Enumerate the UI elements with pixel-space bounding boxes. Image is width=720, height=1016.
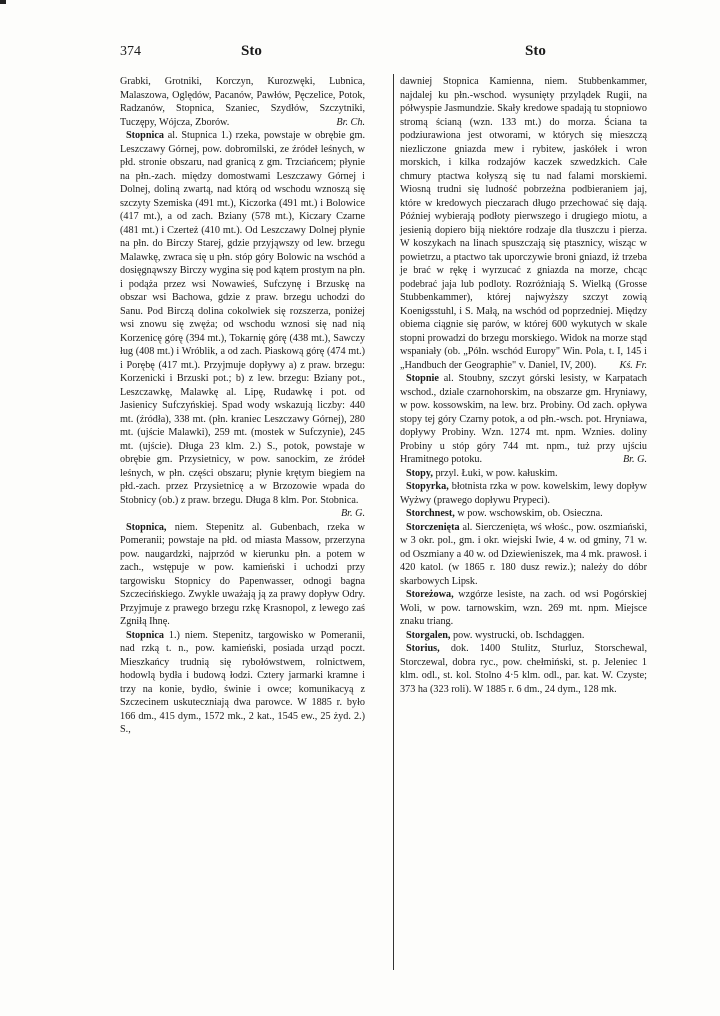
entry-text: niem. Stepenitz al. Gubenbach, rzeka w Pomeranii; powstaje na płd. od miasta Massow, przerzyna pow. naugardzki, najprzód w kierunku płn. a potem w zach., wstępuje w pow. kamieński i uchodzi przy targowisku Stopnicy do Papenwasser, odnogi bagna Szczecińskiego. Zwykle uważają ją za prawy dopływ Odry. Przyjmuje z prawego brzegu rzkę Krasnopol, z lewego zaś Zgniłą Ihnę. [120,521,366,627]
entry-headword: Storeżowa, [406,589,454,600]
author-signature: Br. G. [622,454,647,465]
right-column [400,75,647,696]
entry-text: wzgórze lesiste, na zach. od wsi Pogórskiej Woli, w pow. tarnowskim, wzn. 269 mt. npm. Miejsce znaku triang. [400,589,647,627]
dictionary-entry [120,129,365,521]
author-signature: Br. Ch. [336,116,365,128]
dictionary-entry [400,629,647,643]
entry-headword: Stopnica [126,130,164,141]
entry-headword: Stopnie [406,373,439,384]
entry-headword: Stopnica, [126,521,167,533]
dictionary-entry [400,642,647,696]
dictionary-entry [400,507,647,521]
entry-text: dok. 1400 Stulitz, Sturluz, Storschewal, Storczewal, dobra ryc., pow. chełmiński, st. p. Jeleniec 1 klm. odl., st. kol. Stolno 4·5 klm. odl., par. kat. W. Czyste; 373 ha (323 roli). W 1885 r. 6 dm., 24 dym., 128 mk. [400,643,648,695]
entry-headword: Storius, [406,643,440,654]
entry-text: al. Stoubny, szczyt górski lesisty, w Karpatach wschod., dziale czarnohorskim, na obszarze gm. Hryniawy, w pow. kossowskim, na lew. brz. Probiny. Od zach. opływa stopy tej góry Czarny potok, a od płn.-wsch. pot. Hryniawa, dopływy Probiny. Wzn. 1274 mt. npm. Wznies. doliny Probiny u stóp góry 744 mt. npm., tuż przy ujściu Hramitnego potoku. [400,373,647,465]
left-column [120,75,365,737]
page-number: 374 [120,44,141,59]
entry-text: Grabki, Grotniki, Korczyn, Kurozwęki, Lubnica, Malaszowa, Oględów, Pacanów, Pawłów, Pęczelice, Potok, Radzanów, Stopnica, Szaniec, Szydłów, Szczytniki, Tuczępy, Wójcza, Zborów. [120,76,365,128]
scan-mark [0,0,6,4]
dictionary-entry [400,467,647,481]
dictionary-entry [400,480,647,507]
dictionary-entry [400,372,647,467]
dictionary-entry [120,75,365,129]
entry-text: dawniej Stopnica Kamienna, niem. Stubbenkammer, najdalej ku płn.-wschod. wysunięty przylądek Rugii, na półwyspie Jasmundzie. Skały kredowe spadają tu stopniowo stromą ścianą (wzn. 133 mt.) do morza. Ściana ta podziurawiona jest otworami, w których się mieszczą niezliczone gniazda mew i rybitew, jaskółek i wron morskich, i kilka rodzajów kaczek szwedzkich. Całe chmury ptactwa kołyszą się tu nad falami morskiemi. Wiosną trudni się ludność pobrzeżna podbieraniem jaj, które w kredowych pieczarach długo przechować się dają. Później wybierają podłoty pierwszego i drugiego miotu, a jesienią dopiero biją niektóre rodzaje dla tłuszczu i pierza. W koszykach na linach spuszczają się ptasznicy, wisząc w powietrzu, a ptactwo tak uporczywie broni gniazd, iż trzeba je brać w rękę i wyrzucać z gniazda na morze, chcąc podebrać jaja lub podloty. Rozróżniają S. Wielką (Grosse Stubbenkammer), której najwyższy szczyt zowią Koenigsstuhl, i S. Małą, na wschód od poprzedniej. Między obiema ciągnie się parów, w której 600 wykutych w skale stopni prowadzi do brzegu morskiego. Widok na morze stąd wspaniały (ob. „Półn. wschód Europy" Win. Pola, t. I, 145 i „Handbuch der Geographie" v. Daniel, IV, 200). [400,76,647,371]
entry-text: 1.) niem. Stepenitz, targowisko w Pomeranii, nad rzką t. n., pow. kamieński, posiada urząd poczt. Mieszkańcy trudnią się rybołówstwem, rolnictwem, hodowlą bydła i budową łodzi. Cztery jarmarki kramne i trzy na konie, bydło, świnie i owce; komunikacyą z Szczecinem uskuteczniają dwa parowce. W 1885 r. było 166 dm., 415 dym., 1572 mk., 2 kat., 1545 ew., 25 żyd. 2.) S., [120,629,365,735]
entry-headword: Stopnica [126,629,164,641]
running-headword-left: Sto [241,43,262,59]
entry-headword: Storczenięta [406,521,460,533]
entry-text: al. Sierczenięta, wś włośc., pow. oszmiański, w 3 okr. pol., gm. i okr. wiejski Iwie, 4 w. od gminy, 71 w. od Oszmiany a 40 w. od Dziewieniszek, ma 4 mk. prawosł. i 420 katol. (w 1865 r. 180 dusz rewiz.); należy do dóbr skarbowych Lipsk. [400,521,648,587]
dictionary-entry [400,521,647,589]
dictionary-entry [120,629,365,737]
entry-headword: Stopyrka, [406,481,449,492]
running-headword-right: Sto [525,43,546,59]
entry-text: przyl. Łuki, w pow. kałuskim. [435,467,558,479]
column-divider [393,74,394,970]
entry-headword: Storgalen, [406,629,451,641]
entry-text: błotnista rzka w pow. kowelskim, lewy dopływ Wyżwy (prawego dopływu Prypeci). [400,481,647,506]
dictionary-entry [120,521,365,629]
page-header [0,44,720,66]
author-signature: Kś. Fr. [619,359,647,371]
author-signature: Br. G. [340,508,365,519]
dictionary-entry [400,75,647,372]
entry-text: pow. wystrucki, ob. Ischdaggen. [452,629,585,641]
entry-text: w pow. wschowskim, ob. Osieczna. [457,508,603,519]
dictionary-entry [400,588,647,629]
entry-headword: Storchnest, [406,508,455,519]
entry-text: al. Stupnica 1.) rzeka, powstaje w obrębie gm. Leszczawy Górnej, pow. dobromilski, ze źródeł leśnych, w płd. stronie obszaru, nad granicą z gm. Trzciańcem; płynie na płn.-zach. między domostwami Leszczawy Górnej i Dolnej, doliną zwartą, nad którą od wschodu wznoszą się szczyty Szemiska (491 mt.), Kiczorka (491 mt.) i Bolowice (417 mt.), a od zach. Bziany (578 mt.), Kiczary Czarne (481 mt.) i Czerteż (410 mt.). Od Leszczawy Dolnej płynie na płn. do Birczy Starej, gdzie przyjąwszy od lew. brzegu Malawkę, zwraca się u płn. stóp góry Bolowic na wschód a dosięgnąwszy Birczy wygina się pod kątem prostym na płn. i podąża przez wsi Nowawieś, Sufczynę i Brzuskę na obszar wsi Bachowa, gdzie z praw. brzegu uchodzi do Sanu. Pod Birczą dolina cokolwiek się rozszerza, poniżej wsi znowu się zwęża; od wschodu wznosi się nad nią Korzenicę górę (394 mt.), Tokarnię górę (438 mt.), Sawczy ług (408 mt.) i Wróblik, a od zach. Piaskową górę (474 mt.) i Porębę (417 mt.). Przyjmuje dopływy a) z praw. brzegu: Korzenicki i Brzuski pot.; b) z lew. brzegu: Bziany pot., Leszczawkę, Malawkę al. Lipę, Rudawkę i pot. od Jasienicy Sufczyńskiej. Spad wody wskazują liczby: 440 mt. (źródła), 338 mt. (płn. kraniec Leszczawy Górnej), 280 mt. (ujście Malawki), 259 mt. (mostek w Sufczynie), 245 mt. (ujście). Długa 23 klm. 2.) S., potok, powstaje w obrębie gm. Przysietnicy, w pow. sanockim, ze źródeł leśnych, w płn. części obszaru; płynie krętym biegiem na płd.-zach. przez Przysietnicę a w Brzozowie wpada do Stobnicy (ob.) z praw. brzegu. Długa 8 klm. Por. Stobnica. [120,130,365,506]
entry-headword: Stopy, [406,467,433,479]
